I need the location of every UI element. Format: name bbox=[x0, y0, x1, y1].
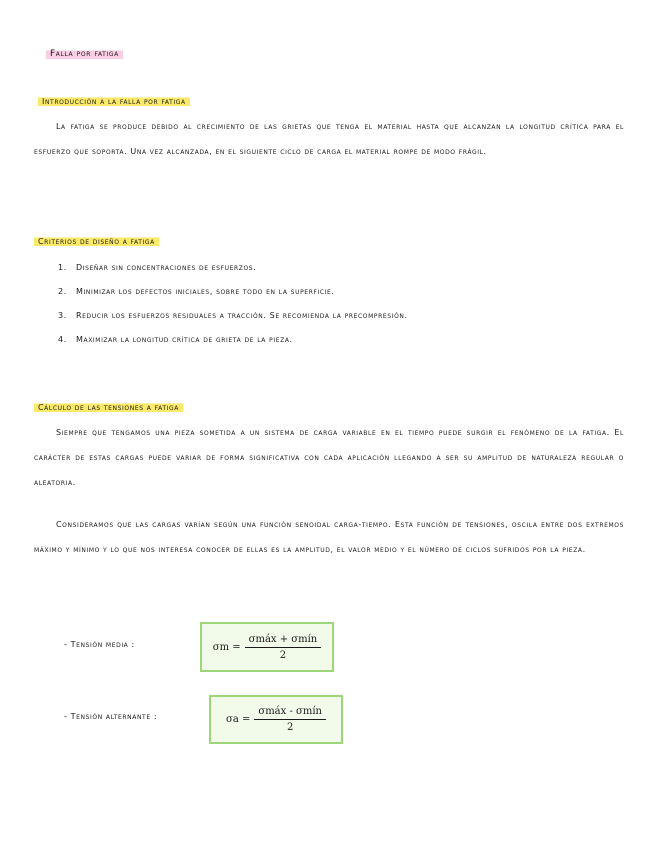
mean-stress-label: - Tensión media : bbox=[64, 640, 135, 649]
alternating-denominator: 2 bbox=[286, 722, 294, 733]
alternating-stress-label: - Tensión alternante : bbox=[64, 712, 158, 721]
calc-text-2: Consideramos que las cargas varían según una función senoidal carga-tiempo. Esta función de tensiones, oscila entre dos extremos máximo y mínimo y lo que nos interesa conocer de ellas es la amplitud, el valor medio y el número de ciclos sufridos por la pieza. bbox=[34, 520, 624, 554]
mean-stress-formula bbox=[200, 622, 334, 672]
mean-lhs: σm = bbox=[212, 641, 241, 653]
mean-fraction bbox=[245, 634, 322, 661]
intro-heading: Introducción a la falla por fatiga bbox=[38, 96, 190, 107]
mean-numerator: σmáx + σmín bbox=[245, 634, 322, 648]
calc-paragraph-2 bbox=[34, 512, 624, 562]
alternating-stress-formula bbox=[209, 695, 343, 744]
alternating-lhs: σa = bbox=[226, 714, 251, 725]
criteria-heading: Criterios de diseño a fatiga bbox=[34, 236, 159, 247]
page-title: Falla por fatiga bbox=[46, 48, 123, 60]
list-item: 3. Reducir los esfuerzos residuales a tracción. Se recomienda la precompresión. bbox=[58, 311, 408, 320]
criteria-list bbox=[58, 256, 408, 352]
intro-text: La fatiga se produce debido al crecimiento de las grietas que tenga el material hasta que alcanzan la longitud crítica para el esfuerzo que soporta. Una vez alcanzada, en el siguiente ciclo de carga el material rompe de modo frágil. bbox=[34, 122, 624, 156]
mean-denominator: 2 bbox=[279, 649, 287, 661]
alternating-numerator: σmáx - σmín bbox=[254, 706, 326, 720]
list-item: 2. Minimizar los defectos iniciales, sobre todo en la superficie. bbox=[58, 287, 335, 296]
list-item: 4. Maximizar la longitud crítica de grieta de la pieza. bbox=[58, 335, 293, 344]
intro-paragraph bbox=[34, 114, 624, 164]
calc-heading: Cálculo de las tensiones a fatiga bbox=[34, 402, 183, 413]
calc-text-1: Siempre que tengamos una pieza sometida a un sistema de carga variable en el tiempo puede surgir el fenómeno de la fatiga. El carácter de estas cargas puede variar de forma significativa con cada aplicación llegando a ser su amplitud de naturaleza regular o aleatoria. bbox=[34, 428, 624, 487]
calc-paragraph-1 bbox=[34, 420, 624, 495]
list-item: 1. Diseñar sin concentraciones de esfuerzos. bbox=[58, 263, 257, 272]
alternating-fraction bbox=[254, 706, 326, 733]
